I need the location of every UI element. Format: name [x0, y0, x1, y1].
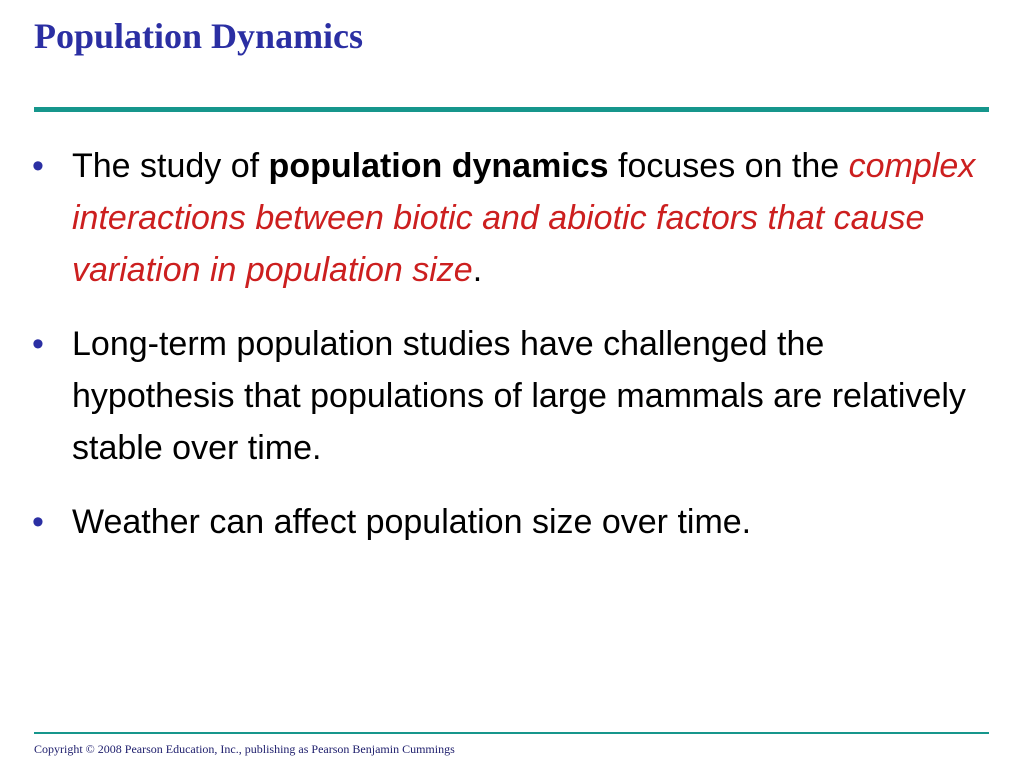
slide-title: Population Dynamics [34, 16, 364, 56]
footer-divider [34, 732, 989, 734]
bullet-text: Long-term population studies have challenged the hypothesis that populations of large mammals are relatively stable over time. [72, 325, 966, 467]
bullet-text-intro: The study of [72, 147, 269, 185]
bullet-text-middle: focuses on the [608, 147, 849, 185]
title-divider [34, 107, 989, 112]
bullet-item-population-dynamics [32, 140, 992, 296]
copyright-notice: Copyright © 2008 Pearson Education, Inc., publishing as Pearson Benjamin Cummings [34, 742, 455, 756]
key-term: population dynamics [268, 147, 609, 185]
bullet-item-weather [32, 496, 992, 548]
bullet-text-end: . [472, 251, 483, 289]
bullet-icon: • [32, 147, 44, 185]
bullet-icon: • [32, 503, 44, 541]
bullet-text: Weather can affect population size over time. [72, 503, 752, 541]
bullet-icon: • [32, 325, 44, 363]
bullet-list [32, 140, 992, 548]
bullet-item-long-term-studies [32, 318, 992, 474]
emphasized-phrase: complex interactions between biotic and abiotic factors that cause variation in population size [72, 147, 976, 289]
